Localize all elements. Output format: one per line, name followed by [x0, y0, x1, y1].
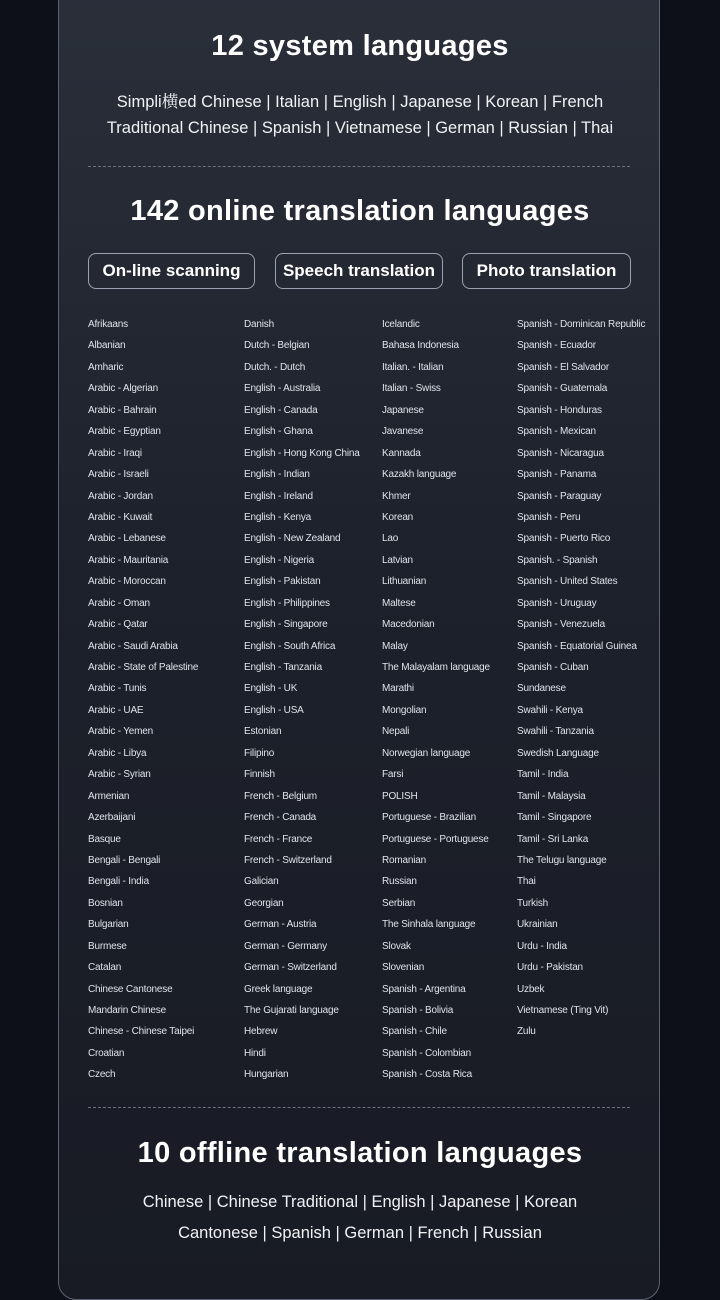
language-item: Khmer — [382, 490, 411, 502]
language-item: Arabic - Iraqi — [88, 447, 142, 459]
language-item: Spanish - Honduras — [517, 404, 602, 416]
language-item: Spanish - Guatemala — [517, 383, 608, 395]
language-item: English - Pakistan — [244, 576, 321, 588]
language-item: English - Philippines — [244, 597, 330, 609]
language-item: The Gujarati language — [244, 1005, 339, 1016]
language-item: Arabic - Jordan — [88, 490, 153, 502]
language-item: Vietnamese (Ting Vit) — [517, 1005, 609, 1016]
language-item: Portuguese - Portuguese — [382, 833, 489, 845]
language-item: Mandarin Chinese — [88, 1005, 166, 1016]
language-item: Arabic - Qatar — [88, 619, 148, 631]
language-item: Latvian — [382, 554, 413, 566]
language-item: Swahili - Tanzania — [517, 726, 594, 738]
language-column-2 — [244, 314, 360, 1086]
language-item: English - Tanzania — [244, 662, 322, 673]
language-item: Basque — [88, 833, 121, 845]
language-item: Chinese Cantonese — [88, 983, 173, 995]
language-item: Hebrew — [244, 1026, 278, 1038]
language-item: Dutch - Belgian — [244, 340, 310, 352]
offline-languages-title: 10 offline translation languages — [137, 1137, 583, 1169]
language-item: The Telugu language — [517, 854, 607, 866]
language-item: Swahili - Kenya — [517, 704, 583, 716]
language-item: Spanish - Paraguay — [517, 490, 602, 502]
language-item: French - France — [244, 833, 313, 845]
language-item: Amharic — [88, 361, 124, 373]
language-item: Maltese — [382, 597, 416, 609]
language-item: Slovenian — [382, 962, 425, 974]
online-languages-title: 142 online translation languages — [130, 195, 590, 227]
language-item: Arabic - Kuwait — [88, 511, 153, 523]
language-item: Armenian — [88, 790, 130, 802]
language-item: Chinese - Chinese Taipei — [88, 1026, 195, 1038]
language-item: Spanish - Panama — [517, 469, 597, 481]
language-item: Kazakh language — [382, 469, 457, 481]
language-item: Spanish - Argentina — [382, 983, 466, 995]
language-item: Czech — [88, 1069, 116, 1081]
language-item: German - Switzerland — [244, 962, 337, 974]
language-item: Spanish - Puerto Rico — [517, 533, 611, 545]
language-item: Danish — [244, 319, 274, 330]
language-item: Farsi — [382, 769, 404, 781]
language-item: Georgian — [244, 897, 284, 909]
language-item: Japanese — [382, 404, 424, 416]
language-item: Sundanese — [517, 683, 566, 695]
photo-translation-badge: Photo translation — [462, 253, 631, 289]
section-divider — [88, 1107, 630, 1108]
language-item: Greek language — [244, 983, 313, 995]
language-item: Spanish - Peru — [517, 511, 581, 523]
language-item: English - UK — [244, 683, 298, 695]
language-item: Spanish - United States — [517, 576, 618, 588]
language-item: Arabic - UAE — [88, 704, 144, 716]
language-item: Thai — [517, 876, 536, 888]
language-item: Spanish - Venezuela — [517, 619, 605, 631]
language-item: Norwegian language — [382, 747, 471, 759]
language-column-1 — [88, 314, 198, 1086]
language-item: Nepali — [382, 726, 410, 738]
language-item: Arabic - Yemen — [88, 726, 154, 738]
language-item: Spanish. - Spanish — [517, 554, 598, 566]
language-item: Filipino — [244, 747, 275, 759]
language-item: English - Canada — [244, 404, 318, 416]
language-item: Tamil - India — [517, 769, 569, 781]
language-item: Arabic - Israeli — [88, 469, 149, 481]
language-item: Burmese — [88, 940, 127, 952]
language-item: Bosnian — [88, 897, 123, 909]
language-item: Russian — [382, 876, 417, 888]
language-item: Malay — [382, 640, 408, 652]
language-item: English - Nigeria — [244, 554, 314, 566]
language-item: Spanish - Costa Rica — [382, 1069, 472, 1081]
speech-translation-badge: Speech translation — [275, 253, 443, 289]
language-item: Spanish - Cuban — [517, 662, 589, 673]
offline-languages-line-2: Cantonese | Spanish | German | French | Russian — [178, 1224, 542, 1242]
language-item: Arabic - Bahrain — [88, 404, 157, 416]
language-item: Galician — [244, 876, 279, 888]
language-item: Arabic - Mauritania — [88, 554, 169, 566]
language-item: English - Kenya — [244, 511, 312, 523]
language-item: Uzbek — [517, 983, 545, 995]
language-item: German - Austria — [244, 919, 317, 931]
language-column-4 — [517, 314, 645, 1043]
language-item: Serbian — [382, 897, 416, 909]
language-item: French - Canada — [244, 812, 317, 824]
language-item: Croatian — [88, 1047, 125, 1059]
language-item: Estonian — [244, 726, 282, 738]
language-item: Arabic - Tunis — [88, 683, 147, 695]
system-languages-title: 12 system languages — [211, 30, 509, 62]
online-scanning-badge: On-line scanning — [88, 253, 255, 289]
section-divider — [88, 166, 630, 167]
language-item: Spanish - Dominican Republic — [517, 319, 646, 330]
language-item: Ukrainian — [517, 919, 558, 931]
language-item: Turkish — [517, 897, 549, 909]
language-item: The Sinhala language — [382, 919, 476, 931]
language-item: German - Germany — [244, 940, 327, 952]
language-item: English - Ireland — [244, 490, 313, 502]
language-item: Javanese — [382, 426, 424, 438]
language-item: Albanian — [88, 340, 126, 352]
language-item: English - Indian — [244, 469, 310, 481]
language-item: English - Singapore — [244, 619, 328, 631]
language-item: Bengali - Bengali — [88, 854, 161, 866]
language-item: Arabic - Lebanese — [88, 533, 166, 545]
language-item: Arabic - Libya — [88, 747, 147, 759]
language-item: French - Switzerland — [244, 854, 332, 866]
language-item: Macedonian — [382, 619, 435, 631]
language-item: English - Hong Kong China — [244, 447, 360, 459]
language-column-3 — [382, 314, 490, 1086]
language-item: Marathi — [382, 683, 414, 695]
language-item: Spanish - Nicaragua — [517, 447, 604, 459]
language-item: Kannada — [382, 447, 421, 459]
language-item: Spanish - Equatorial Guinea — [517, 640, 637, 652]
language-item: Urdu - India — [517, 940, 567, 952]
language-item: Dutch. - Dutch — [244, 361, 306, 373]
language-item: Bengali - India — [88, 876, 149, 888]
language-item: Arabic - Syrian — [88, 769, 151, 781]
language-item: Lao — [382, 533, 399, 545]
language-item: Spanish - Chile — [382, 1026, 447, 1038]
language-item: Romanian — [382, 854, 426, 866]
language-item: Icelandic — [382, 319, 420, 330]
language-item: Afrikaans — [88, 319, 128, 330]
language-item: Bulgarian — [88, 919, 129, 931]
language-item: Arabic - Moroccan — [88, 576, 166, 588]
language-item: Finnish — [244, 769, 275, 781]
language-item: French - Belgium — [244, 790, 317, 802]
language-item: English - New Zealand — [244, 533, 341, 545]
language-item: Tamil - Malaysia — [517, 790, 586, 802]
language-item: Hindi — [244, 1047, 266, 1059]
language-item: Italian. - Italian — [382, 361, 444, 373]
language-item: Catalan — [88, 962, 122, 974]
language-item: Spanish - Colombian — [382, 1047, 472, 1059]
language-item: Arabic - State of Palestine — [88, 662, 199, 673]
language-item: Tamil - Singapore — [517, 812, 592, 824]
language-item: Lithuanian — [382, 576, 427, 588]
language-item: Swedish Language — [517, 747, 599, 759]
system-languages-line-2: Traditional Chinese | Spanish | Vietnamese | German | Russian | Thai — [106, 119, 614, 137]
language-item: Zulu — [517, 1026, 536, 1038]
language-item: Spanish - Mexican — [517, 426, 596, 438]
language-item: Spanish - Ecuador — [517, 340, 596, 352]
language-item: POLISH — [382, 790, 418, 802]
language-item: Arabic - Oman — [88, 597, 150, 609]
language-item: Hungarian — [244, 1069, 289, 1081]
language-item: Arabic - Algerian — [88, 383, 158, 395]
offline-languages-line-1: Chinese | Chinese Traditional | English | Japanese | Korean — [142, 1193, 578, 1211]
language-item: The Malayalam language — [382, 662, 490, 673]
language-item: English - Ghana — [244, 426, 313, 438]
language-item: Spanish - El Salvador — [517, 361, 609, 373]
language-item: English - Australia — [244, 383, 321, 395]
language-item: Arabic - Egyptian — [88, 426, 161, 438]
language-item: Mongolian — [382, 704, 427, 716]
language-item: Tamil - Sri Lanka — [517, 833, 589, 845]
language-item: English - South Africa — [244, 640, 336, 652]
system-languages-line-1: Simpli横ed Chinese | Italian | English | Japanese | Korean | French — [116, 93, 604, 111]
language-item: Arabic - Saudi Arabia — [88, 640, 178, 652]
language-item: Spanish - Uruguay — [517, 597, 597, 609]
language-item: Korean — [382, 511, 414, 523]
language-item: Italian - Swiss — [382, 383, 441, 395]
language-item: Bahasa Indonesia — [382, 340, 459, 352]
language-item: English - USA — [244, 704, 304, 716]
language-item: Azerbaijani — [88, 812, 136, 824]
language-item: Portuguese - Brazilian — [382, 812, 476, 824]
language-item: Urdu - Pakistan — [517, 962, 583, 974]
language-item: Spanish - Bolivia — [382, 1005, 454, 1016]
language-item: Slovak — [382, 940, 411, 952]
